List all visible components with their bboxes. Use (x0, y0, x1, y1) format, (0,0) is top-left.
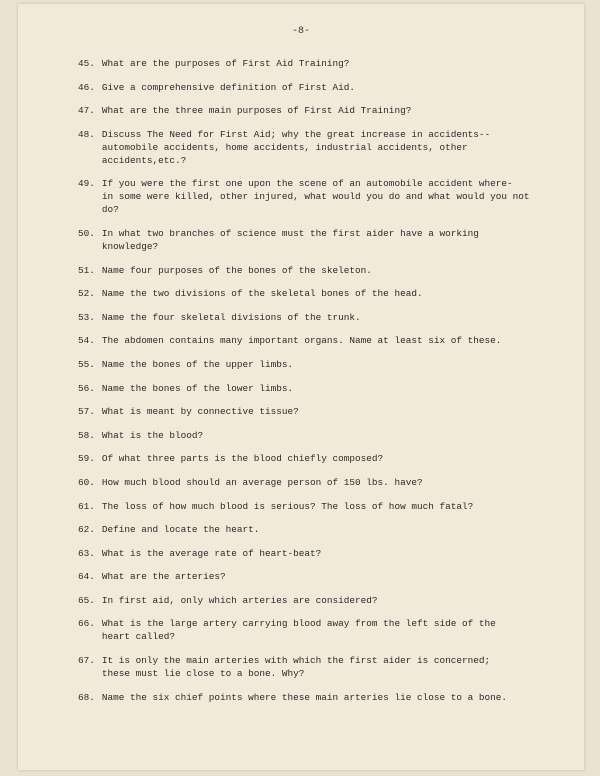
question-item (78, 177, 548, 216)
question-item (78, 691, 548, 704)
question-text-continuation: automobile accidents, home accidents, industrial accidents, other accidents,etc.? (101, 141, 468, 166)
question-text (102, 617, 548, 643)
question-text: What is meant by connective tissue? (101, 406, 299, 418)
question-item (78, 429, 548, 442)
question-text: The loss of how much blood is serious? The loss of how much fatal? (101, 500, 474, 512)
question-number: 51. (78, 264, 95, 276)
question-text-continuation: knowledge? (101, 240, 159, 252)
question-item (78, 128, 548, 167)
question-text: Name the two divisions of the skeletal bones of the head. (101, 288, 423, 300)
question-list (78, 57, 548, 714)
question-number: 53. (78, 311, 95, 323)
question-number: 50. (78, 227, 95, 239)
question-text: What are the three main purposes of First Aid Training? (101, 105, 412, 117)
question-text: Name the six chief points where these main arteries lie close to a bone. (101, 691, 507, 703)
question-number: 65. (78, 594, 95, 606)
question-item (78, 287, 548, 300)
question-text-continuation: heart called? (101, 631, 176, 643)
question-item (78, 264, 548, 277)
question-item (78, 104, 548, 117)
question-number: 62. (78, 524, 95, 536)
question-item (78, 570, 548, 583)
question-text: Name the bones of the lower limbs. (101, 382, 294, 394)
question-text (102, 177, 548, 216)
question-text: Of what three parts is the blood chiefly composed? (101, 453, 384, 465)
question-item (78, 227, 548, 253)
question-number: 57. (78, 406, 95, 418)
question-text: What are the purposes of First Aid Training? (101, 58, 350, 69)
question-text: In first aid, only which arteries are considered? (101, 594, 378, 606)
question-text-continuation: these must lie close to a bone. Why? (101, 668, 305, 680)
question-number: 52. (78, 288, 95, 300)
question-item (78, 334, 548, 347)
question-item (78, 523, 548, 536)
question-text (102, 128, 548, 167)
question-text: What are the arteries? (101, 571, 226, 583)
question-item (78, 617, 548, 643)
question-item (78, 547, 548, 560)
question-text: Name four purposes of the bones of the skeleton. (101, 264, 372, 276)
question-item (78, 654, 548, 680)
question-number: 67. (78, 655, 95, 667)
question-item (78, 358, 548, 371)
question-text-continuation: in some were killed, other injured, what would you do and what would you not do? (101, 191, 530, 216)
question-text-line: Discuss The Need for First Aid; why the great increase in accidents-- (101, 128, 491, 140)
question-number: 47. (78, 105, 95, 117)
question-number: 56. (78, 382, 95, 394)
question-item (78, 81, 548, 94)
question-text: How much blood should an average person of 150 lbs. have? (101, 476, 423, 488)
question-number: 61. (78, 500, 95, 512)
question-number: 54. (78, 335, 95, 347)
question-item (78, 594, 548, 607)
question-item (78, 476, 548, 489)
question-item (78, 57, 548, 70)
question-number: 58. (78, 429, 95, 441)
question-number: 66. (78, 618, 95, 630)
question-item (78, 500, 548, 513)
question-item (78, 382, 548, 395)
question-number: 68. (78, 691, 95, 703)
document-page (18, 4, 584, 770)
question-text: Define and locate the heart. (101, 524, 260, 536)
question-text-line: What is the large artery carrying blood away from the left side of the (101, 618, 496, 630)
question-number: 48. (78, 128, 95, 140)
question-text: What is the average rate of heart-beat? (101, 547, 322, 559)
question-text: Name the four skeletal divisions of the trunk. (101, 311, 361, 323)
question-text-line: It is only the main arteries with which the first aider is concerned; (101, 655, 491, 667)
question-item (78, 405, 548, 418)
question-item (78, 311, 548, 324)
question-item (78, 452, 548, 465)
question-number: 49. (78, 178, 95, 190)
question-text: What is the blood? (101, 429, 204, 441)
question-text: The abdomen contains many important organs. Name at least six of these. (101, 335, 502, 347)
question-number: 63. (78, 547, 95, 559)
question-text (102, 227, 548, 253)
question-number: 64. (78, 571, 95, 583)
question-text-line: In what two branches of science must the first aider have a working (101, 227, 479, 239)
question-text-line: If you were the first one upon the scene of an automobile accident where- (101, 178, 513, 190)
question-number: 55. (78, 358, 95, 370)
question-number: 59. (78, 453, 95, 465)
question-number: 46. (78, 81, 95, 93)
question-number: 60. (78, 476, 95, 488)
question-number: 45. (78, 58, 95, 69)
question-text: Give a comprehensive definition of First Aid. (101, 81, 356, 93)
page-number: -8- (291, 26, 310, 37)
question-text (102, 654, 548, 680)
question-text: Name the bones of the upper limbs. (101, 358, 294, 370)
